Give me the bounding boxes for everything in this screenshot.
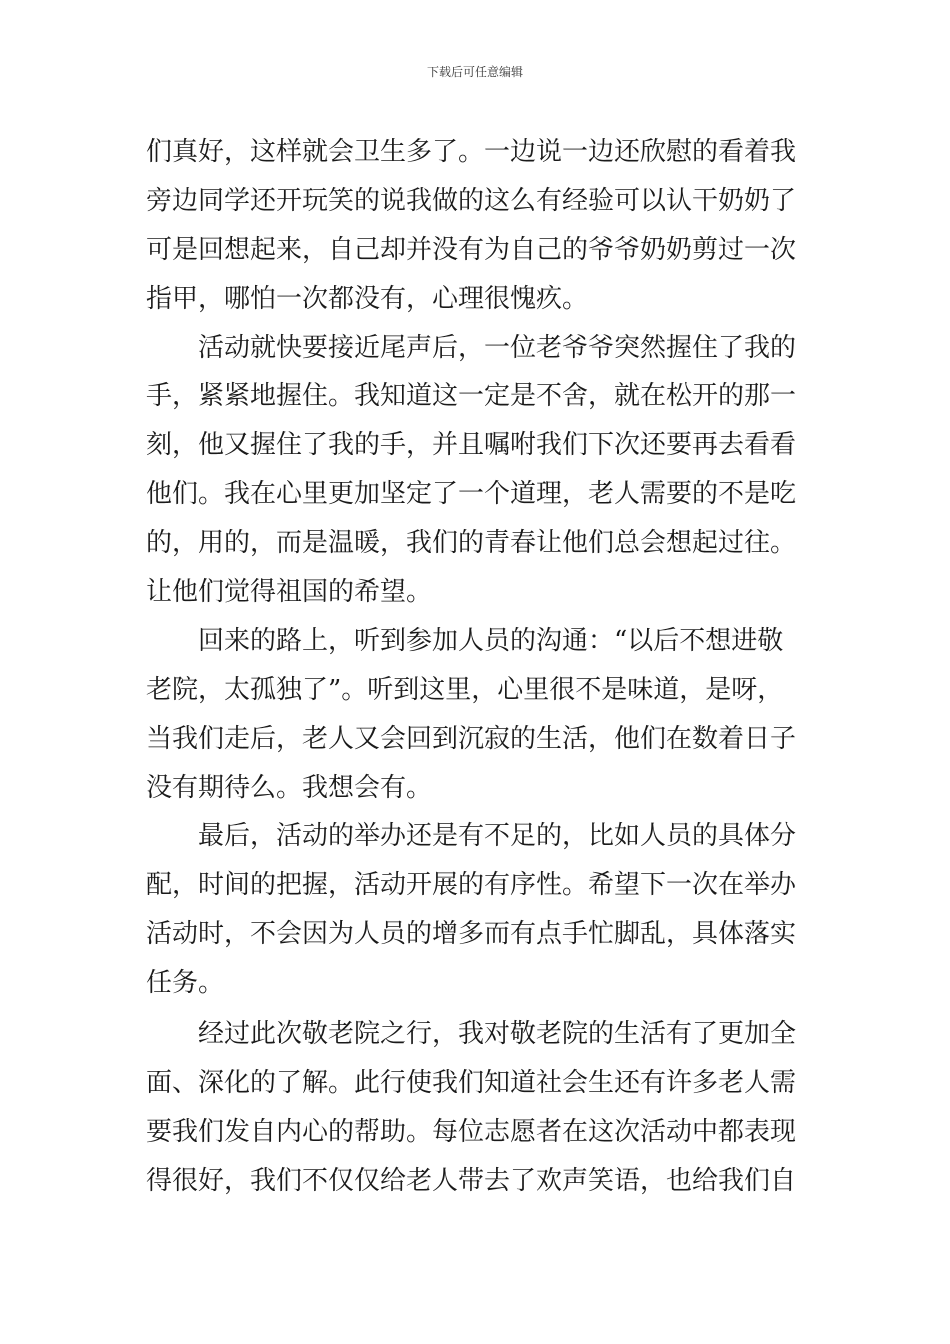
text-line: 活动时，不会因为人员的增多而有点手忙脚乱，具体落实 <box>146 919 797 950</box>
paragraph-1 <box>146 128 810 324</box>
paragraph-5 <box>146 1010 810 1206</box>
text-line: 的，用的，而是温暖，我们的青春让他们总会想起过往。 <box>146 528 797 559</box>
text-line: 最后，活动的举办还是有不足的，比如人员的具体分 <box>198 821 797 852</box>
document-body <box>146 128 810 1206</box>
page-header: 下载后可任意编辑 <box>426 65 523 79</box>
text-line: 要我们发自内心的帮助。每位志愿者在这次活动中都表现 <box>146 1116 797 1147</box>
text-line: 老院，太孤独了”。听到这里，心里很不是味道，是呀， <box>146 674 784 705</box>
paragraph-3 <box>146 617 810 813</box>
paragraph-4 <box>146 812 810 1008</box>
text-line: 经过此次敬老院之行，我对敬老院的生活有了更加全 <box>198 1019 797 1050</box>
text-line: 刻，他又握住了我的手，并且嘱咐我们下次还要再去看看 <box>146 430 797 461</box>
text-line: 得很好，我们不仅仅给老人带去了欢声笑语，也给我们自 <box>146 1165 797 1196</box>
text-line: 活动就快要接近尾声后，一位老爷爷突然握住了我的 <box>198 332 797 363</box>
text-line: 回来的路上，听到参加人员的沟通：“以后不想进敬 <box>198 625 784 656</box>
paragraph-2 <box>146 324 810 617</box>
text-line: 指甲，哪怕一次都没有，心理很愧疚。 <box>146 283 589 314</box>
text-line: 任务。 <box>146 968 225 999</box>
text-line: 当我们走后，老人又会回到沉寂的生活，他们在数着日子 <box>146 723 797 754</box>
text-line: 旁边同学还开玩笑的说我做的这么有经验可以认干奶奶了 <box>146 185 797 216</box>
text-line: 面、深化的了解。此行使我们知道社会生还有许多老人需 <box>146 1067 797 1098</box>
text-line: 他们。我在心里更加坚定了一个道理，老人需要的不是吃 <box>146 479 797 510</box>
text-line: 没有期待么。我想会有。 <box>146 772 433 803</box>
text-line: 配，时间的把握，活动开展的有序性。希望下一次在举办 <box>146 870 797 901</box>
text-line: 手，紧紧地握住。我知道这一定是不舍，就在松开的那一 <box>146 381 797 412</box>
text-line: 让他们觉得祖国的希望。 <box>146 577 433 608</box>
text-line: 可是回想起来，自己却并没有为自己的爷爷奶奶剪过一次 <box>146 234 797 265</box>
text-line: 们真好，这样就会卫生多了。一边说一边还欣慰的看着我 <box>146 137 797 167</box>
